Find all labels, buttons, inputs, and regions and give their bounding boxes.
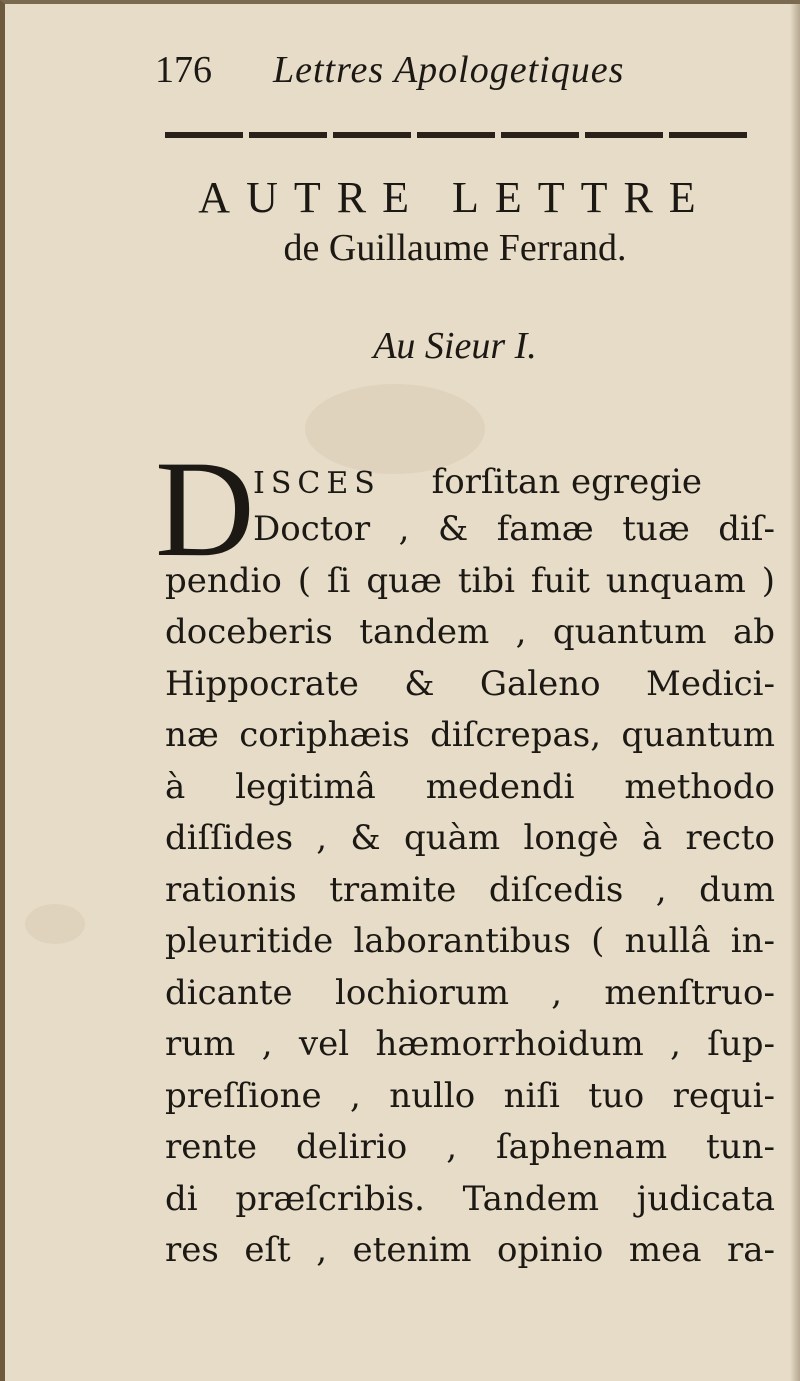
opening-rest: forſitan egregie [431, 462, 703, 502]
paper-stain [25, 904, 85, 944]
drop-cap: D [155, 432, 255, 585]
text-line: preſſione , nullo niſi tuo requi- [165, 1075, 775, 1116]
running-head [155, 48, 695, 98]
text-line: res eſt , etenim opinio mea ra- [165, 1230, 775, 1270]
text-line: pleuritide laborantibus ( nullâ in- [165, 921, 775, 961]
text-line: diſſides , & quàm longè à recto [165, 818, 775, 858]
text-line: doceberis tandem , quantum ab [165, 612, 775, 652]
text-line: Doctor , & famæ tuæ diſ- [253, 509, 775, 549]
opening-line [253, 462, 773, 502]
text-line: rationis tramite diſcedis , dum [165, 869, 775, 910]
text-line: pendio ( ſi quæ tibi fuit unquam ) [165, 560, 775, 601]
letter-address: Au Sieur I. [373, 325, 537, 367]
text-line: Hippocrate & Galeno Medici- [165, 663, 775, 704]
text-line: di præſcribis. Tandem judicata [165, 1178, 775, 1219]
text-line: rente delirio , ſaphenam tun- [165, 1127, 775, 1167]
letter-subheading: de Guillaume Ferrand. [283, 227, 627, 269]
running-title: Lettres Apologetiques [273, 49, 625, 91]
page-number: 176 [155, 49, 212, 91]
opening-smallcaps: ISCES [253, 466, 381, 501]
text-line: næ coriphæis diſcrepas, quantum [165, 715, 775, 755]
text-line: dicante lochiorum , menſtruo- [165, 972, 775, 1013]
paper-stain [305, 384, 485, 474]
text-line: rum , vel hæmorrhoidum , ſup- [165, 1024, 775, 1064]
letter-heading: AUTRE LETTRE [198, 173, 712, 222]
decorative-rule [165, 132, 750, 138]
text-line: à legitimâ medendi methodo [165, 766, 775, 807]
